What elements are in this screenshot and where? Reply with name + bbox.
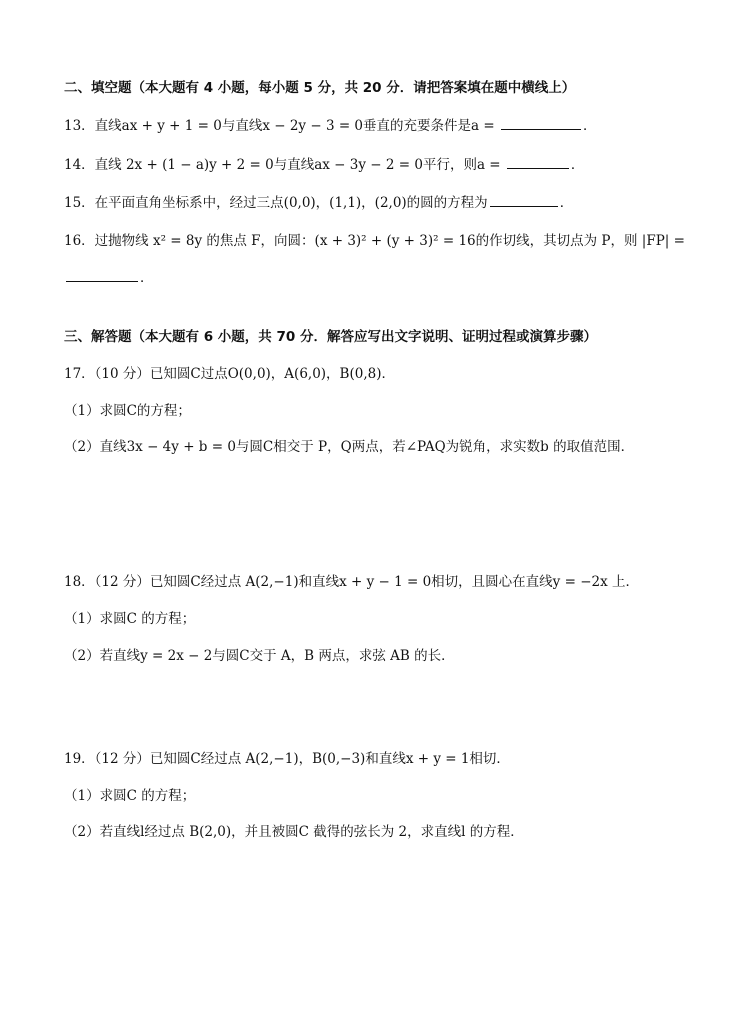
question-14	[64, 155, 707, 175]
question-14-end: ．	[570, 157, 585, 173]
question-19-part-1: （1）求圆C 的方程；	[64, 788, 196, 804]
answer-blank-16[interactable]	[66, 280, 138, 282]
answer-blank-13[interactable]	[501, 128, 581, 130]
answer-blank-15[interactable]	[490, 205, 558, 207]
question-18: 18．（12 分）已知圆C经过点 A(2,−1)和直线x + y − 1 = 0相切，且圆心在直线y = −2x 上．	[64, 574, 640, 590]
question-13-end: ．	[582, 118, 597, 134]
fill-in-section-heading: 二、填空题（本大题有 4 小题，每小题 5 分，共 20 分．请把答案填在题中横线上）	[64, 80, 576, 96]
question-14-text: 14．直线 2x + (1 − a)y + 2 = 0与直线ax − 3y − 2 = 0平行，则a =	[64, 157, 505, 173]
question-15-end: ．	[559, 195, 574, 211]
question-13	[64, 116, 707, 136]
question-16: 16．过抛物线 x² = 8y 的焦点 F，向圆：(x + 3)² + (y + 3)² = 16的作切线，其切点为 P，则 |FP| =	[64, 233, 685, 249]
question-16-end: ．	[140, 270, 154, 286]
question-18-part-1: （1）求圆C 的方程；	[64, 611, 196, 627]
question-13-text: 13．直线ax + y + 1 = 0与直线x − 2y − 3 = 0垂直的充要条件是a =	[64, 118, 499, 134]
answer-blank-14[interactable]	[507, 167, 569, 169]
answer-section-heading: 三、解答题（本大题有 6 小题，共 70 分．解答应写出文字说明、证明过程或演算步骤）	[64, 329, 597, 345]
question-19-part-2: （2）若直线l经过点 B(2,0)，并且被圆C 截得的弦长为 2，求直线l 的方程．	[64, 824, 524, 840]
question-17-part-2: （2）直线3x − 4y + b = 0与圆C相交于 P，Q两点，若∠PAQ为锐角，求实数b 的取值范围．	[64, 439, 635, 455]
question-15	[64, 193, 707, 213]
question-18-part-2: （2）若直线y = 2x − 2与圆C交于 A，B 两点，求弦 AB 的长．	[64, 648, 455, 664]
question-15-text: 15．在平面直角坐标系中，经过三点(0,0)，(1,1)，(2,0)的圆的方程为	[64, 195, 488, 211]
question-19: 19．（12 分）已知圆C经过点 A(2,−1)，B(0,−3)和直线x + y = 1相切．	[64, 751, 510, 767]
question-16-answer-line	[64, 268, 707, 288]
question-17-part-1: （1）求圆C的方程；	[64, 403, 191, 419]
question-17: 17．（10 分）已知圆C过点O(0,0)，A(6,0)，B(0,8)．	[64, 366, 395, 382]
